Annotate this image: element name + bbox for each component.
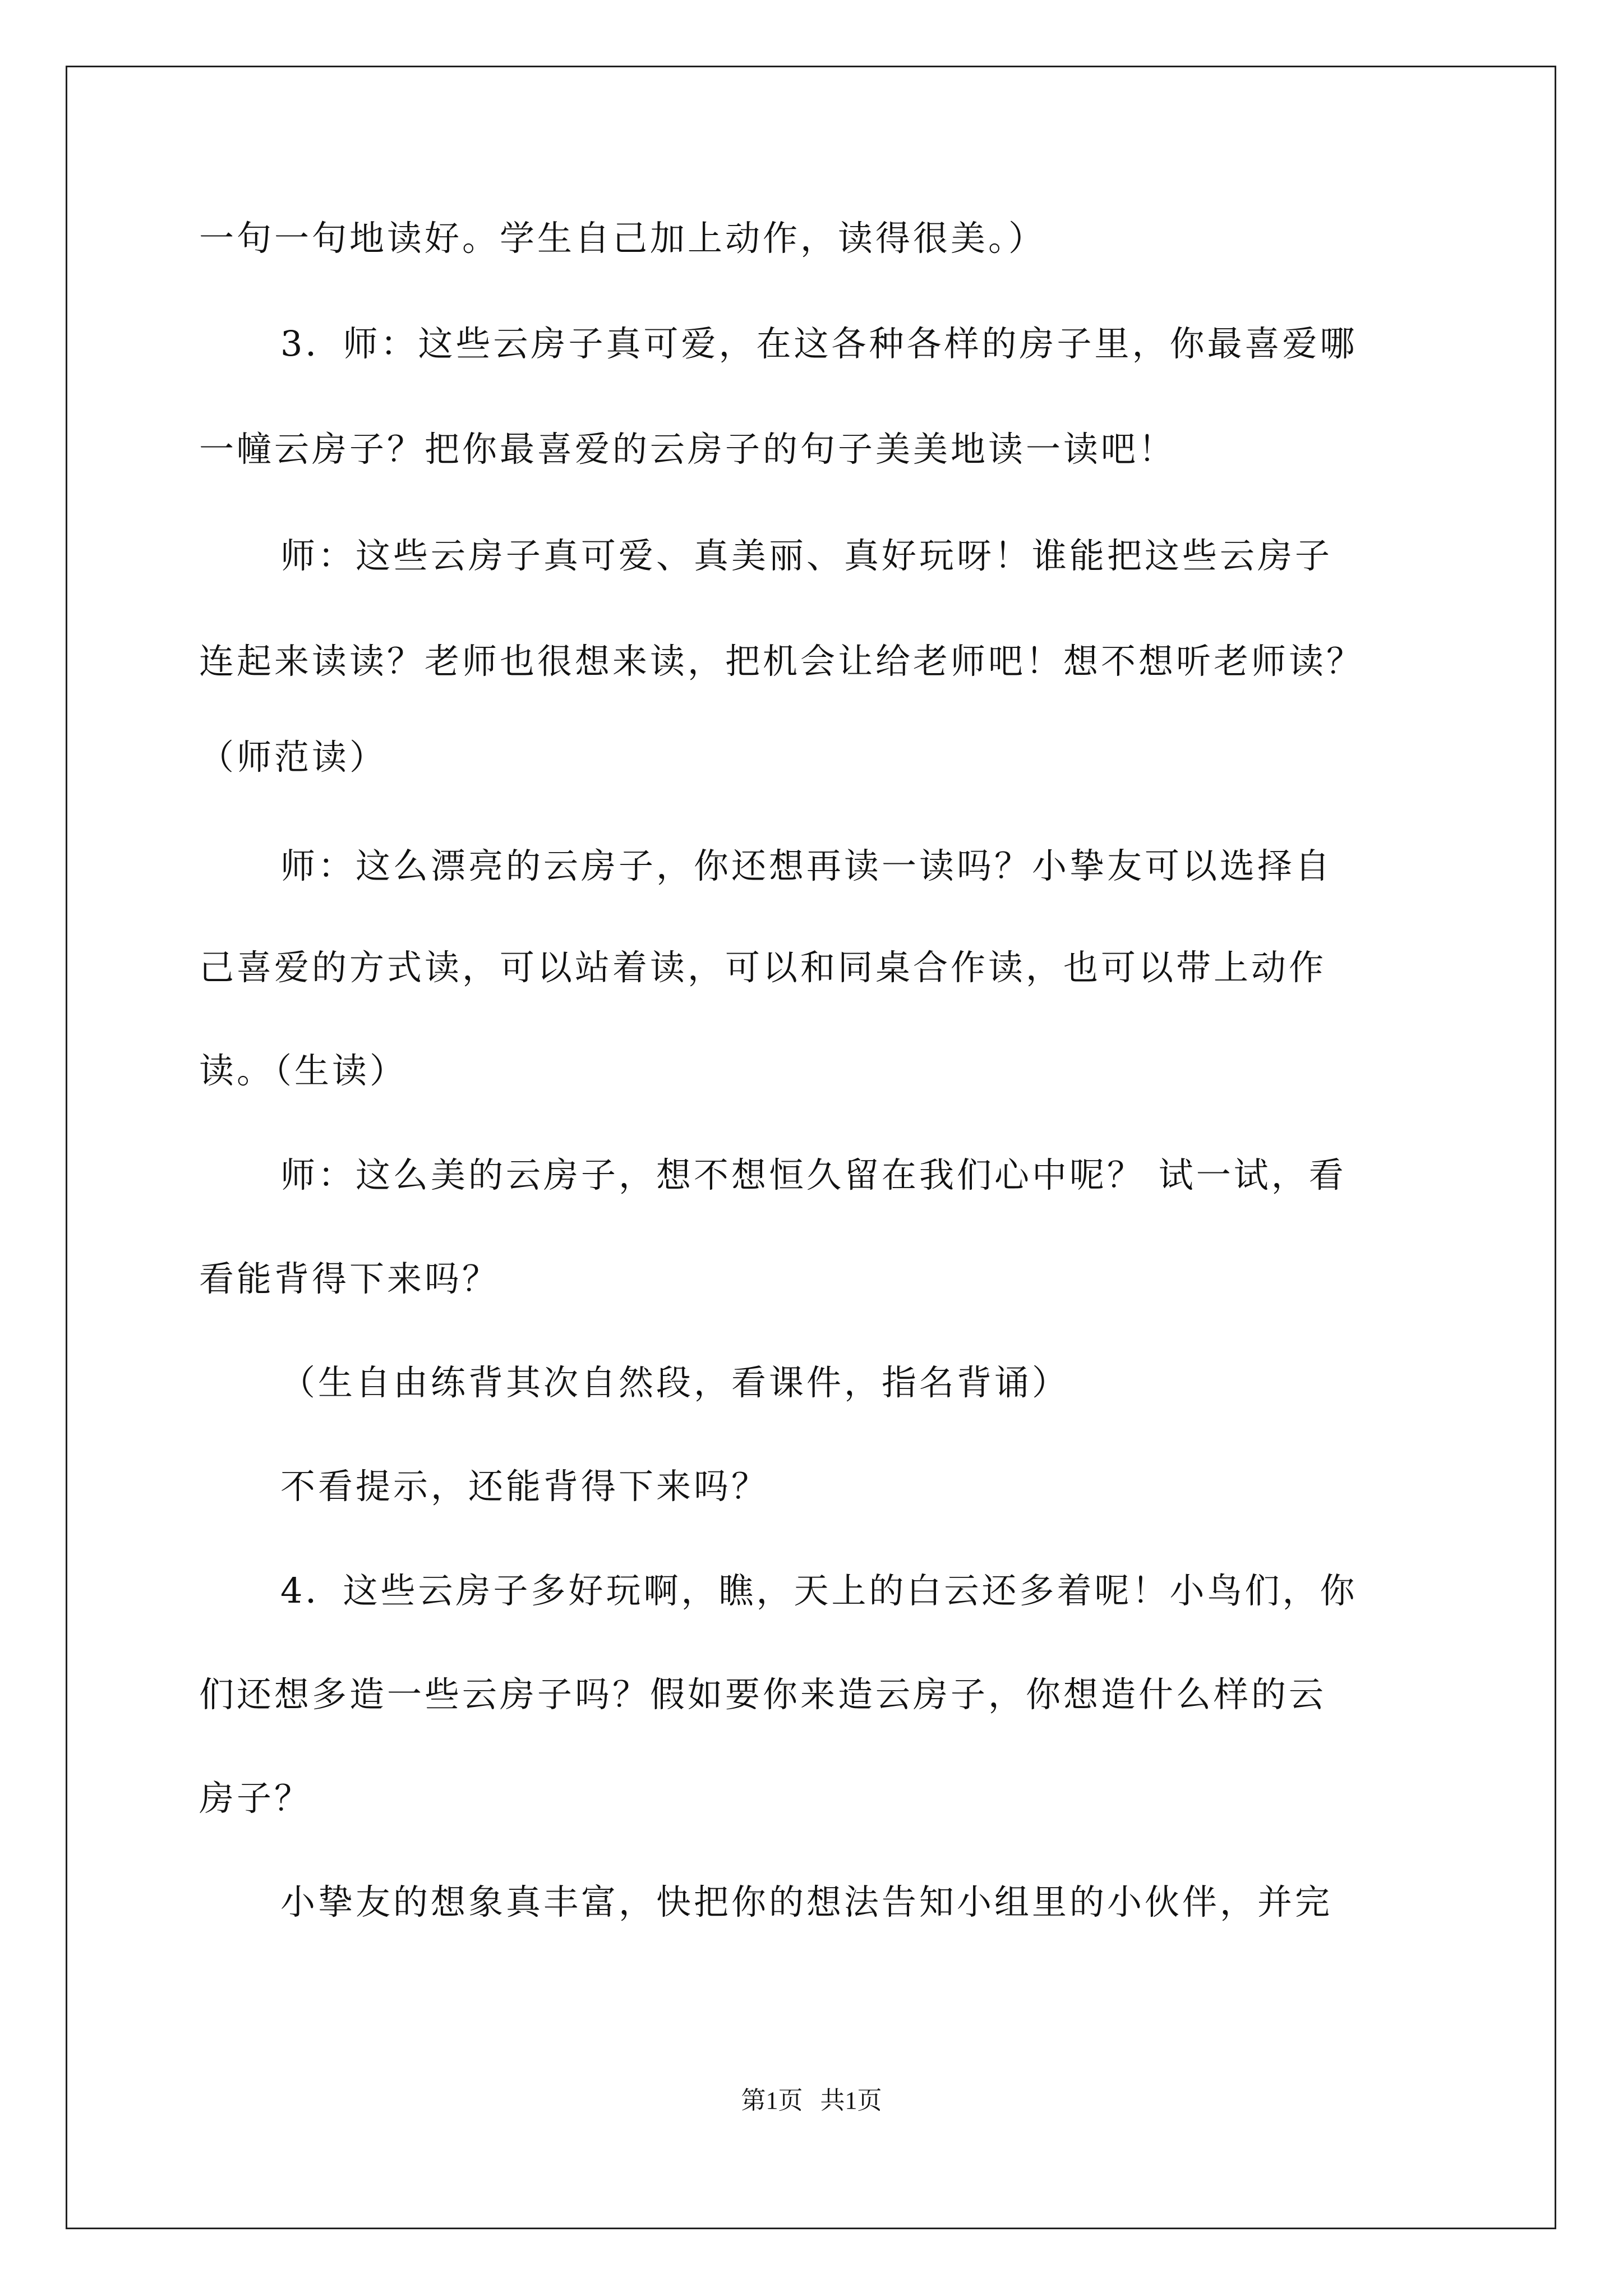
- page-number: 第1页: [741, 2087, 803, 2114]
- text-line: 房子？: [199, 1778, 312, 1819]
- page-footer: [0, 2084, 1623, 2118]
- text-line: 4．这些云房子多好玩啊，瞧，天上的白云还多着呢！小鸟们，你: [280, 1570, 1358, 1611]
- text-line: 连起来读读？老师也很想来读，把机会让给老师吧！想不想听老师读？: [199, 641, 1364, 682]
- text-line: 小挚友的想象真丰富，快把你的想法告知小组里的小伙伴，并完: [280, 1881, 1333, 1922]
- text-line: （师范读）: [199, 737, 388, 777]
- text-line: 3．师：这些云房子真可爱，在这各种各样的房子里，你最喜爱哪: [280, 323, 1358, 364]
- text-line: 们还想多造一些云房子吗？假如要你来造云房子，你想造什么样的云: [199, 1674, 1327, 1715]
- text-line: （生自由练背其次自然段，看课件，指名背诵）: [280, 1362, 1070, 1403]
- text-line: 读。（生读）: [199, 1050, 408, 1091]
- text-line: 一幢云房子？把你最喜爱的云房子的句子美美地读一读吧！: [199, 429, 1177, 470]
- text-line: 师：这些云房子真可爱、真美丽、真好玩呀！谁能把这些云房子: [280, 535, 1333, 576]
- text-line: 不看提示，还能背得下来吗？: [280, 1466, 769, 1507]
- text-line: 看能背得下来吗？: [199, 1258, 500, 1299]
- text-line: 己喜爱的方式读，可以站着读，可以和同桌合作读，也可以带上动作: [199, 947, 1327, 988]
- text-line: 一句一句地读好。学生自己加上动作，读得很美。）: [199, 218, 1046, 259]
- text-line: 师：这么美的云房子，想不想恒久留在我们心中呢？ 试一试，看: [280, 1154, 1347, 1195]
- text-line: 师：这么漂亮的云房子，你还想再读一读吗？小挚友可以选择自: [280, 845, 1333, 886]
- page-total: 共1页: [820, 2087, 882, 2114]
